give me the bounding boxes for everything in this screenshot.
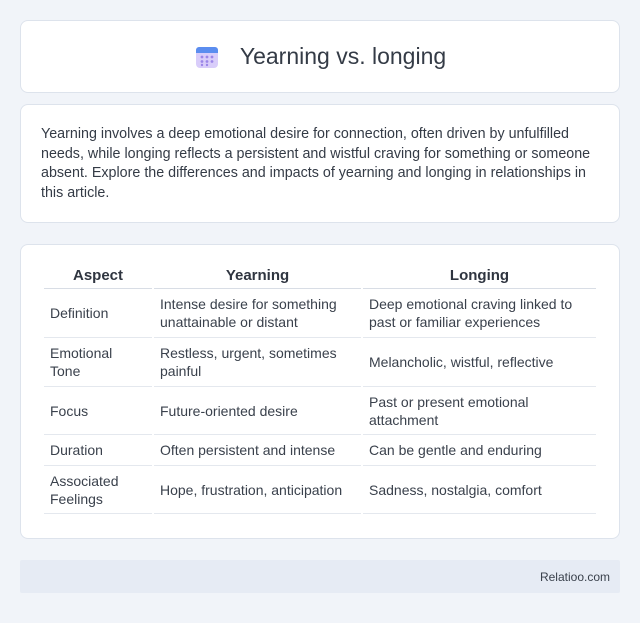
cell-yearning: Future-oriented desire: [154, 387, 361, 435]
cell-longing: Sadness, nostalgia, comfort: [363, 466, 596, 514]
cell-aspect: Definition: [44, 289, 152, 338]
cell-aspect: Emotional Tone: [44, 338, 152, 387]
comparison-card: [20, 244, 620, 539]
table-row: [44, 289, 596, 338]
table-row: [44, 435, 596, 466]
cell-yearning: Restless, urgent, sometimes painful: [154, 338, 361, 387]
table-row: [44, 387, 596, 435]
comparison-table: [42, 265, 598, 514]
intro-card: [20, 104, 620, 223]
cell-yearning: Intense desire for something unattainable or distant: [154, 289, 361, 338]
table-row: [44, 338, 596, 387]
table-row: [44, 466, 596, 514]
cell-longing: Melancholic, wistful, reflective: [363, 338, 596, 387]
calendar-icon: [194, 44, 220, 70]
footer: [20, 560, 620, 593]
footer-brand[interactable]: Relatioo.com: [539, 569, 610, 584]
cell-aspect: Associated Feelings: [44, 466, 152, 514]
page-title: Yearning vs. longing: [239, 43, 447, 69]
intro-paragraph: Yearning involves a deep emotional desire for connection, often driven by unfulfilled needs, while longing reflects a persistent and wistful craving for something or someone absent. Explore the differences and impacts of yearning and longing in relationships in this article.: [41, 126, 591, 201]
cell-yearning: Often persistent and intense: [154, 435, 361, 466]
cell-aspect: Duration: [44, 435, 152, 466]
header-longing: Longing: [363, 265, 596, 289]
cell-aspect: Focus: [44, 387, 152, 435]
table-header-row: [44, 265, 596, 289]
cell-longing: Deep emotional craving linked to past or familiar experiences: [363, 289, 596, 338]
cell-longing: Past or present emotional attachment: [363, 387, 596, 435]
title-card: [20, 20, 620, 93]
header-aspect: Aspect: [44, 265, 152, 289]
cell-yearning: Hope, frustration, anticipation: [154, 466, 361, 514]
header-yearning: Yearning: [154, 265, 361, 289]
cell-longing: Can be gentle and enduring: [363, 435, 596, 466]
